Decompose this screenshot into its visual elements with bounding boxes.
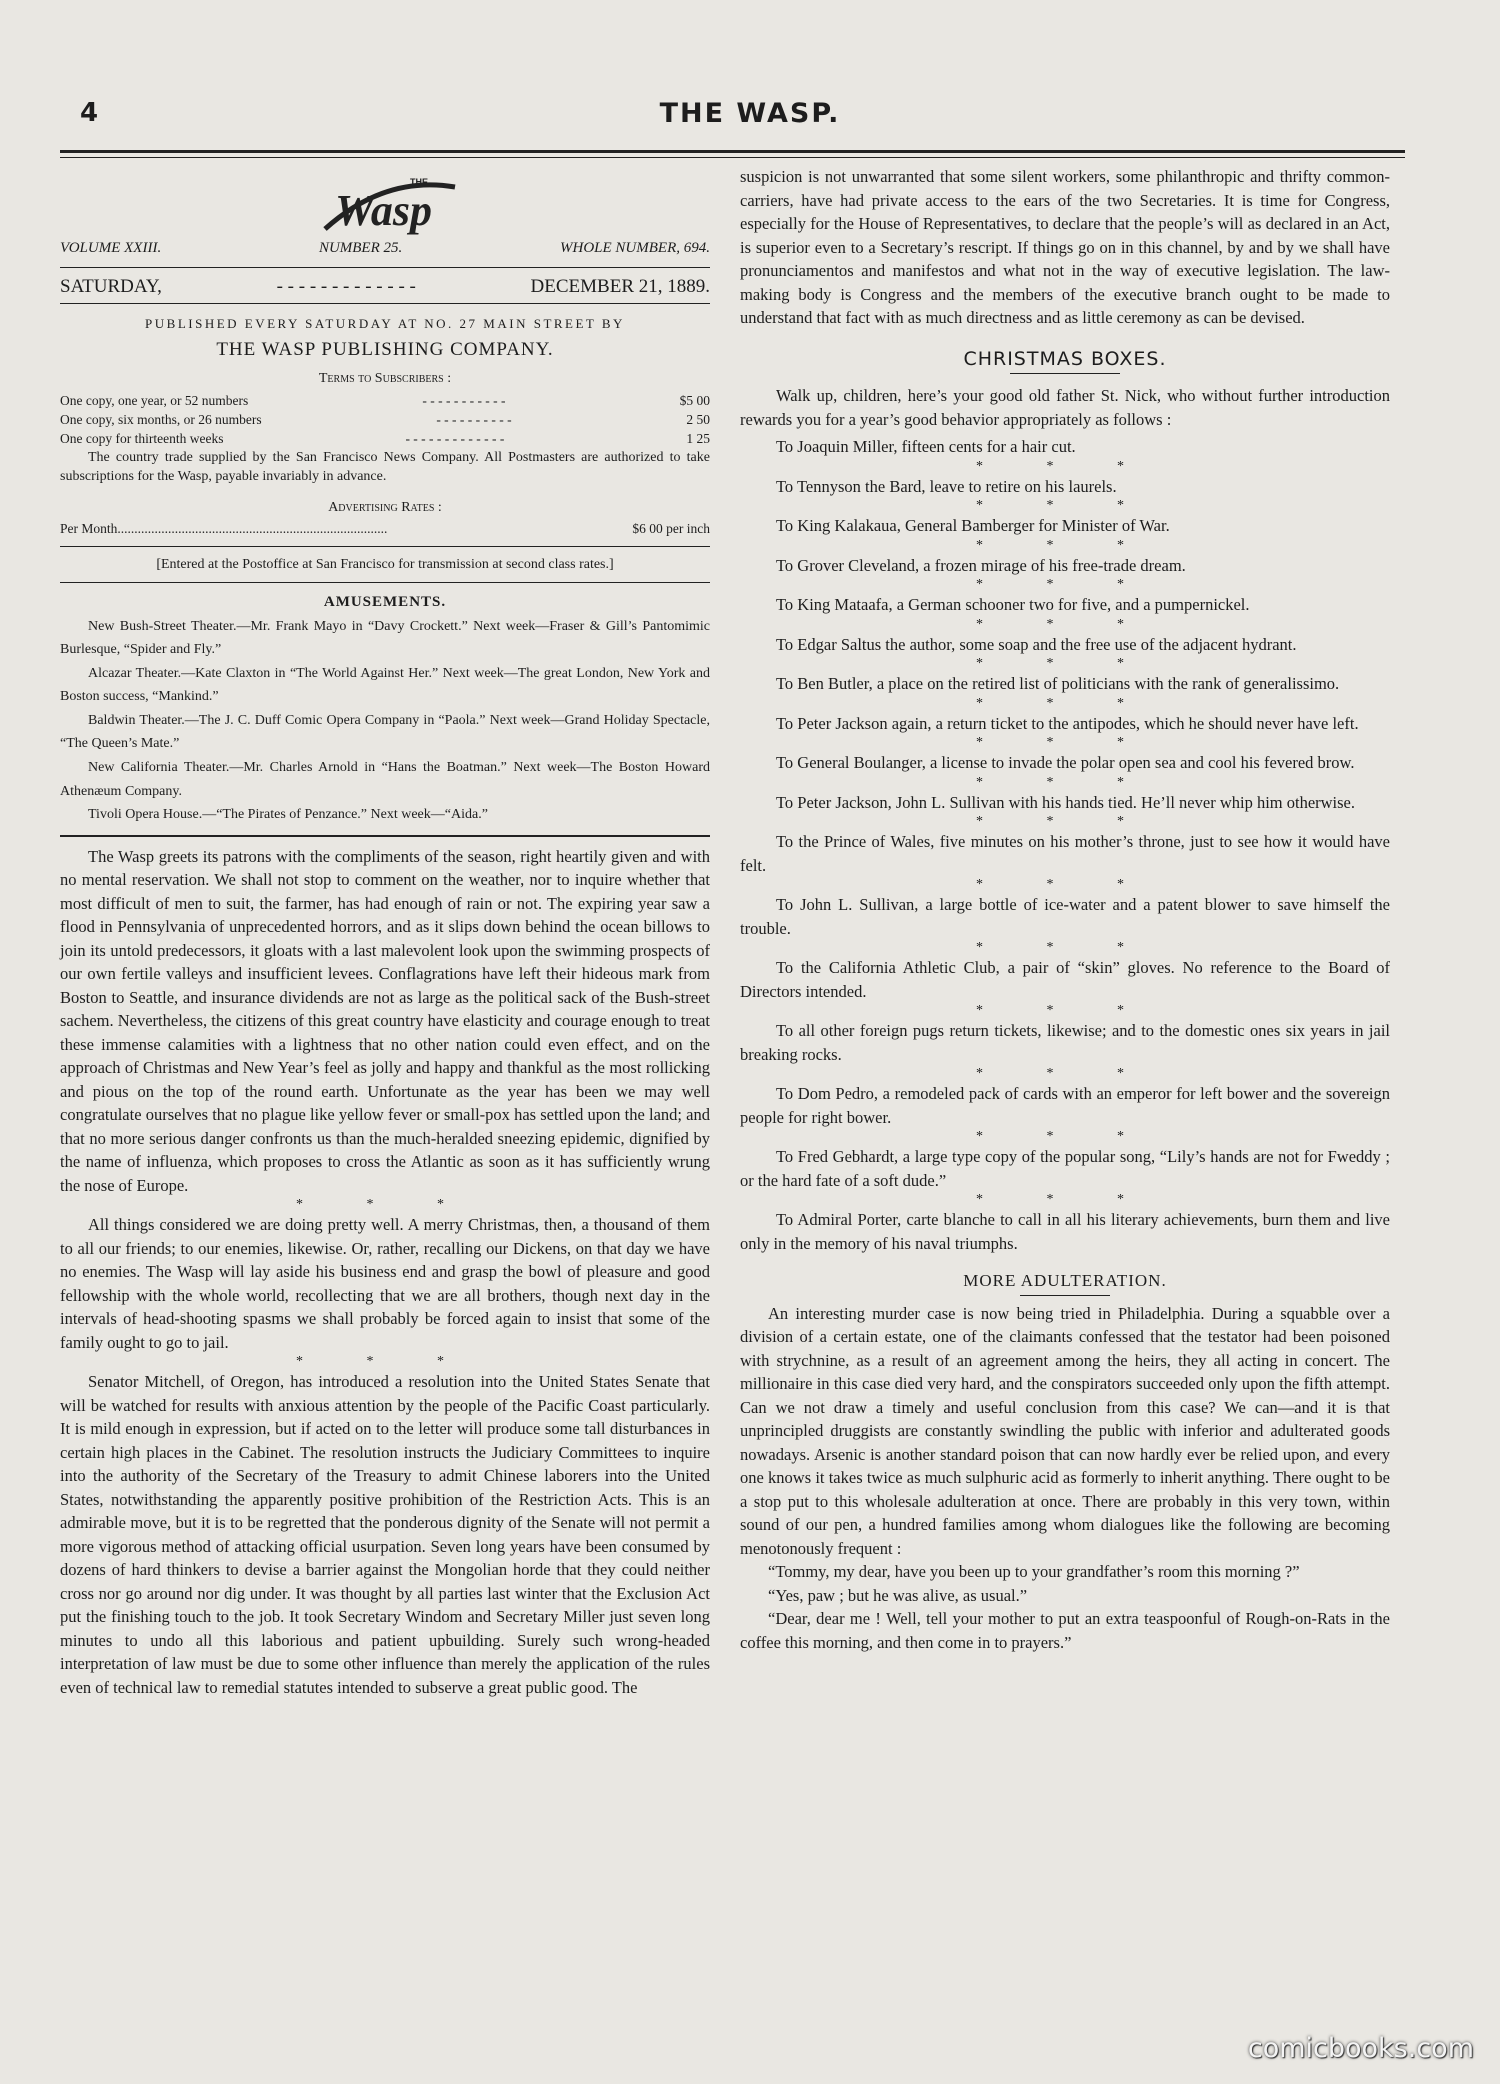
- gift-item: To Grover Cleveland, a frozen mirage of his free-trade dream.: [776, 555, 1186, 575]
- separator-stars: * * *: [976, 1066, 1154, 1081]
- terms-price: 2 50: [686, 411, 710, 427]
- gift-item: To Peter Jackson again, a return ticket to the antipodes, which he should never have left.: [776, 713, 1359, 733]
- advertising-label: Per Month: [60, 521, 118, 536]
- day: SATURDAY,: [60, 275, 162, 297]
- logo-text: Wasp: [335, 186, 432, 235]
- editorial-paragraph: Senator Mitchell, of Oregon, has introduced a resolution into the United States Senate that will be watched for results with anxious attention by the people of the Pacific Coast particularly. It is mild enough in expression, but if acted on to the letter will produce some tall disturbances in certain high places in the Cabinet. The resolution instructs the Judiciary Committees to inquire into the authority of the Secretary of the Treasury to admit Chinese laborers into the United States, notwithstanding the apparently positive prohibition of the Restriction Acts. This is an admirable move, but it is to be regretted that the ponderous dignity of the Senate will not permit a more vigorous method of attacking official usurpation. Seven long years have been consumed by dozens of hard thinkers to devise a barrier against the Mongolian horde that they could neither cross nor go around nor dig under. It was thought by all parties last winter that the Exclusion Act put the finishing touch to the job. It took Secretary Windom and Secretary Miller just seven long minutes to undo all this laborious and patient upbuilding. Surely such wrong-headed interpretation of law must be due to some other influence than merely the application of the rules even of technical law to remedial statutes intended to subserve a great public good. The: [60, 1372, 710, 1697]
- gift-item: To Edgar Saltus the author, some soap and the free use of the adjacent hydrant.: [776, 634, 1297, 654]
- terms-row: [60, 429, 710, 448]
- gift-item: To the California Athletic Club, a pair of “skin” gloves. No reference to the Board of Directors intended.: [740, 958, 1390, 1001]
- editorial-paragraph: The Wasp greets its patrons with the compliments of the season, right heartily given and with no mental reservation. We shall not stop to comment on the weather, nor to inquire whether that most difficult of men to suit, the farmer, has had enough of rain or not. The expiring year saw a flood in Pennsylvania of unprecedented horrors, and as it slips down behind the ocean billows to join its untold predecessors, it gloats with a last malevolent look upon the swimming prospects of our own fertile valleys and insufficient levees. Conflagrations have left their hideous mark from Boston to Seattle, and insurance dividends are not as large as the political sack of the Bush-street sachem. Nevertheless, the citizens of this great country have elasticity and courage enough to treat these immense calamities with a lightness that no other nation could even effect, and on the approach of Christmas and New Year’s feel as jolly and happy and thankful as the most rollicking and pious on the top of the round earth. Unfortunate as the year has been we may well congratulate ourselves that no plague like yellow fever or small-pox has settled upon the land; and that no more serious danger confronts us than the much-heralded sneezing epidemic, dignified by the name of influenza, which proposes to cross the Atlantic as soon as it has sufficiently wrung the nose of Europe.: [60, 846, 710, 1195]
- gift-item: To the Prince of Wales, five minutes on his mother’s throne, just to see how it would have felt.: [740, 832, 1390, 875]
- adulteration-body: An interesting murder case is now being tried in Philadelphia. During a squabble over a division of a certain estate, one of the claimants confessed that the testator had been poisoned with strychnine, as a result of an agreement among the heirs, they all acting in concert. The millionaire in this case died very hard, and the conspirators succeeded only upon the fifth attempt. Can we not draw a timely and useful conclusion from this case? We can—and it is that unprincipled druggists are constantly swindling the public with inferior and adulterated goods nowadays. Arsenic is another standard poison that can now hardly ever be relied upon, and every one knows it takes twice as much sulphuric acid as formerly to inherit anything. There ought to be a stop put to this wholesale adulteration at once. There are probably in this very town, within sound of our pen, a hundred families among whom dialogues like the following are becoming menotonously frequent :: [740, 1303, 1390, 1558]
- gift-list: [740, 435, 1390, 1255]
- watermark: comicbooks.com: [1247, 2033, 1474, 2064]
- divider: [60, 582, 710, 583]
- adulteration-heading: MORE ADULTERATION.: [963, 1271, 1167, 1290]
- separator-stars: * * *: [976, 814, 1154, 829]
- terms-row: [60, 391, 710, 410]
- page-number: 4: [80, 98, 99, 128]
- gift-item: To King Mataafa, a German schooner two for five, and a pumpernickel.: [776, 595, 1250, 614]
- separator-stars: * * *: [976, 1129, 1154, 1144]
- terms-dots: - - - - - - - - - - - - -: [405, 430, 505, 446]
- amusements-list: [60, 615, 710, 827]
- separator-stars: * * *: [976, 877, 1154, 892]
- gift-item: To Peter Jackson, John L. Sullivan with his hands tied. He’ll never whip him otherwise.: [776, 792, 1356, 812]
- christmas-intro: Walk up, children, here’s your good old father St. Nick, who without further introduction rewards you for a year’s good behavior appropriately as follows :: [740, 386, 1390, 429]
- advertising-price: $6 00 per inch: [632, 521, 710, 536]
- terms-label: One copy for thirteenth weeks: [60, 430, 224, 446]
- separator-stars: * * *: [976, 735, 1154, 750]
- amusement-listing: Alcazar Theater.—Kate Claxton in “The World Against Her.” Next week—The great London, New York and Boston success, “Mankind.”: [60, 665, 710, 705]
- christmas-boxes: [740, 384, 1390, 1255]
- separator-stars: * * *: [976, 1192, 1154, 1207]
- separator-stars: * * *: [976, 1003, 1154, 1018]
- terms-dots: - - - - - - - - - -: [436, 411, 512, 427]
- advertising-dots: ................................................................................: [117, 521, 388, 536]
- gift-item: To King Kalakaua, General Bamberger for Minister of War.: [776, 516, 1170, 535]
- wasp-logo: [60, 167, 710, 237]
- advertising-heading: Advertising Rates :: [328, 499, 442, 515]
- separator-stars: * * *: [976, 695, 1154, 711]
- separator-stars: * * *: [976, 498, 1154, 513]
- terms-label: One copy, six months, or 26 numbers: [60, 411, 262, 427]
- header-rule: [60, 150, 1405, 153]
- separator-stars: * * *: [976, 577, 1154, 592]
- gift-item: To Admiral Porter, carte blanche to call in all his literary achievements, burn them and live only in the memory of his naval triumphs.: [740, 1210, 1390, 1253]
- entered-notice: [Entered at the Postoffice at San Francisco for transmission at second class rates.]: [156, 557, 614, 572]
- terms-dots: - - - - - - - - - - -: [422, 392, 506, 408]
- separator-stars: * * *: [976, 774, 1154, 790]
- amusements-heading: AMUSEMENTS.: [323, 594, 447, 610]
- gift-item: To Joaquin Miller, fifteen cents for a hair cut.: [776, 437, 1076, 456]
- editorial-continuation: [740, 165, 1390, 330]
- volume: VOLUME XXIII.: [60, 240, 162, 256]
- terms-note: The country trade supplied by the San Francisco News Company. All Postmasters are authorized to take subscriptions for the Wasp, payable invariably in advance.: [60, 449, 710, 484]
- volume-line: [60, 237, 710, 268]
- christmas-heading: CHRISTMAS BOXES.: [963, 347, 1167, 370]
- separator-stars: * * *: [976, 537, 1154, 553]
- terms-heading: Terms to Subscribers :: [318, 371, 452, 386]
- gift-item: To Fred Gebhardt, a large type copy of the popular song, “Lily’s hands are not for Fweddy ; or the hard fate of a soft dude.”: [740, 1147, 1390, 1190]
- gift-item: To all other foreign pugs return tickets, likewise; and to the domestic ones six years in jail breaking rocks.: [740, 1021, 1390, 1064]
- terms-row: [60, 410, 710, 429]
- separator-stars: * * *: [976, 458, 1154, 474]
- terms-table: [60, 391, 710, 448]
- gift-item: To John L. Sullivan, a large bottle of ice-water and a patent blower to save himself the trouble.: [740, 895, 1390, 938]
- date-dashes: - - - - - - - - - - - - -: [276, 275, 416, 297]
- divider: [60, 835, 710, 837]
- gift-item: To Dom Pedro, a remodeled pack of cards with an emperor for left bower and the sovereign people for right bower.: [740, 1084, 1390, 1127]
- amusement-listing: New California Theater.—Mr. Charles Arnold in “Hans the Boatman.” Next week—The Boston Howard Athenæum Company.: [60, 760, 710, 799]
- terms-label: One copy, one year, or 52 numbers: [60, 392, 249, 408]
- adulteration-article: [740, 1302, 1390, 1655]
- left-column: [60, 165, 710, 1699]
- terms-price: $5 00: [679, 392, 710, 408]
- whole-number: WHOLE NUMBER, 694.: [560, 240, 710, 256]
- publisher-name: THE WASP PUBLISHING COMPANY.: [216, 338, 554, 360]
- dialogue-line: “Tommy, my dear, have you been up to your grandfather’s room this morning ?”: [768, 1562, 1300, 1581]
- amusement-listing: Tivoli Opera House.—“The Pirates of Penzance.” Next week—“Aida.”: [88, 807, 488, 823]
- issue-date: DECEMBER 21, 1889.: [530, 275, 710, 297]
- editorial-paragraph: All things considered we are doing pretty well. A merry Christmas, then, a thousand of them to all our friends; to our enemies, likewise. Or, rather, recalling our Dickens, on that day we have no enemies. The Wasp will lay aside his business end and grasp the bowl of pleasure and good fellowship with the whole world, recollecting that we are all brothers, though next day in the intervals of head-shooting spasms we shall probably be forced again to insist that some of the family ought to go to jail.: [60, 1215, 710, 1352]
- dialogue-line: “Dear, dear me ! Well, tell your mother to put an extra teaspoonful of Rough-on-Rats in the coffee this morning, and then come in to prayers.”: [740, 1609, 1390, 1652]
- amusement-listing: New Bush-Street Theater.—Mr. Frank Mayo in “Davy Crockett.” Next week—Fraser & Gill’s Pantomimic Burlesque, “Spider and Fly.”: [60, 618, 710, 658]
- logo-small-text: THE: [410, 177, 428, 187]
- editorial-continued-paragraph: suspicion is not unwarranted that some silent workers, some philanthropic and thrifty common-carriers, have had private access to the ears of the two Secretaries. It is time for Congress, especially for the House of Representatives, to declare that the people’s will as declared in an Act, is superior even to a Secretary’s rescript. If things go on in this channel, by and by we shall have pronunciamentos and manifestos and what not in the way of executive legislation. The law-making body is Congress and the members of the executive branch ought to be made to understand that fact with as much directness and as little ceremony as can be devised.: [740, 167, 1390, 327]
- separator-stars: * * *: [296, 1354, 474, 1370]
- separator-stars: * * *: [976, 616, 1154, 632]
- gift-item: To Tennyson the Bard, leave to retire on his laurels.: [776, 476, 1117, 496]
- editorials: [60, 845, 710, 1700]
- separator-stars: * * *: [976, 940, 1154, 955]
- advertising-rate: [60, 519, 710, 538]
- dialogue-line: “Yes, paw ; but he was alive, as usual.”: [768, 1585, 1028, 1605]
- heading-underline: [1010, 373, 1120, 374]
- divider: [60, 546, 710, 547]
- page-title: THE WASP.: [659, 98, 841, 129]
- header-rule-thin: [60, 157, 1405, 158]
- separator-stars: * * *: [296, 1197, 474, 1213]
- terms-price: 1 25: [686, 430, 710, 446]
- gift-item: To Ben Butler, a place on the retired list of politicians with the rank of generalissimo.: [776, 674, 1340, 693]
- separator-stars: * * *: [976, 656, 1154, 671]
- amusement-listing: Baldwin Theater.—The J. C. Duff Comic Opera Company in “Paola.” Next week—Grand Holiday Spectacle, “The Queen’s Mate.”: [60, 712, 710, 752]
- published-line: PUBLISHED EVERY SATURDAY AT NO. 27 MAIN STREET BY: [145, 316, 625, 331]
- gift-item: To General Boulanger, a license to invade the polar open sea and cool his fevered brow.: [776, 753, 1355, 772]
- heading-underline: [1020, 1295, 1110, 1296]
- right-column: [740, 165, 1390, 1654]
- issue-number: NUMBER 25.: [318, 240, 403, 256]
- date-line: [60, 268, 710, 305]
